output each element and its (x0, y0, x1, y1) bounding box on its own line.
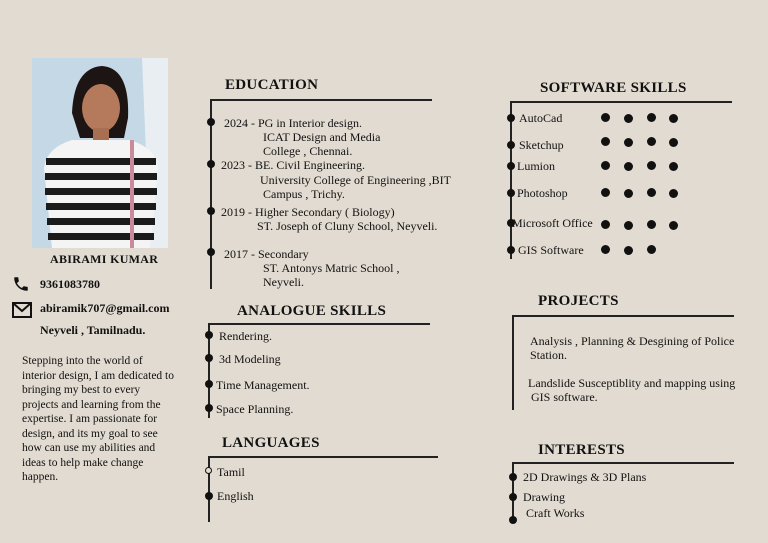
timeline-dot (205, 380, 213, 388)
languages-heading: LANGUAGES (222, 435, 320, 451)
education-divider (210, 99, 432, 101)
software-divider (510, 101, 732, 103)
timeline-dot (507, 246, 515, 254)
education-line: 2024 - PG in Interior design. (224, 116, 362, 130)
interests-timeline (512, 462, 514, 520)
skill-rating-dot (624, 138, 633, 147)
about-text: Stepping into the world of interior design, I am dedicated to bringing my best to every projects and learning from the expertise. I am passionate for design, and its my goal to see how can use my abilities and ideas to help make change happen. (22, 355, 175, 483)
profile-name: ABIRAMI KUMAR (50, 252, 159, 266)
timeline-dot (207, 160, 215, 168)
education-line: ICAT Design and Media (263, 130, 381, 144)
skill-rating-dot (624, 114, 633, 123)
project-line: Landslide Susceptiblity and mapping using (528, 376, 736, 390)
education-line: University College of Engineering ,BIT (260, 173, 451, 187)
timeline-dot (507, 114, 515, 122)
skill-rating-dot (647, 161, 656, 170)
skill-rating-dot (601, 188, 610, 197)
skill-rating-dot (647, 220, 656, 229)
software-name: GIS Software (518, 243, 584, 257)
software-name: AutoCad (519, 111, 563, 125)
skill-rating-dot (669, 114, 678, 123)
email-address[interactable]: abiramik707@gmail.com (40, 301, 170, 315)
skill-rating-dot (624, 246, 633, 255)
timeline-dot (207, 118, 215, 126)
location: Neyveli , Tamilnadu. (40, 323, 146, 337)
projects-heading: PROJECTS (538, 293, 619, 309)
software-name: Lumion (517, 159, 555, 173)
timeline-dot (205, 354, 213, 362)
skill-rating-dot (669, 162, 678, 171)
education-line: 2023 - BE. Civil Engineering. (221, 158, 365, 172)
projects-divider (512, 315, 734, 317)
analogue-skill: Space Planning. (216, 402, 294, 416)
interests-divider (512, 462, 734, 464)
project-line: Station. (530, 348, 568, 362)
person-photo-illustration (32, 58, 168, 248)
skill-rating-dot (647, 188, 656, 197)
languages-timeline (208, 456, 210, 522)
skill-rating-dot (647, 245, 656, 254)
project-line: GIS software. (531, 390, 598, 404)
timeline-dot (205, 467, 212, 474)
interests-heading: INTERESTS (538, 442, 625, 458)
skill-rating-dot (669, 189, 678, 198)
skill-rating-dot (669, 138, 678, 147)
software-skills-heading: SOFTWARE SKILLS (540, 80, 687, 96)
software-timeline (510, 101, 512, 259)
projects-timeline (512, 315, 514, 410)
timeline-dot (207, 248, 215, 256)
timeline-dot (509, 473, 517, 481)
project-line: Analysis , Planning & Desgining of Police (530, 334, 735, 348)
analogue-skill: Rendering. (219, 329, 272, 343)
education-line: Neyveli. (263, 275, 304, 289)
timeline-dot (509, 516, 517, 524)
analogue-skill: Time Management. (216, 378, 310, 392)
interest-item: 2D Drawings & 3D Plans (523, 470, 647, 484)
skill-rating-dot (601, 113, 610, 122)
timeline-dot (205, 404, 213, 412)
skill-rating-dot (624, 162, 633, 171)
education-heading: EDUCATION (225, 77, 319, 93)
languages-divider (208, 456, 438, 458)
education-line: Campus , Trichy. (263, 187, 345, 201)
timeline-dot (205, 331, 213, 339)
analogue-divider (208, 323, 430, 325)
education-line: College , Chennai. (263, 144, 353, 158)
profile-photo (32, 58, 168, 248)
skill-rating-dot (601, 137, 610, 146)
analogue-skills-heading: ANALOGUE SKILLS (237, 303, 387, 319)
email-icon (12, 302, 32, 323)
education-timeline (210, 99, 212, 289)
timeline-dot (507, 189, 515, 197)
timeline-dot (205, 492, 213, 500)
timeline-dot (507, 162, 515, 170)
timeline-dot (207, 207, 215, 215)
interest-item: Craft Works (526, 506, 585, 520)
education-line: 2019 - Higher Secondary ( Biology) (221, 205, 395, 219)
skill-rating-dot (647, 137, 656, 146)
education-line: ST. Antonys Matric School , (263, 261, 400, 275)
phone-icon (12, 275, 30, 298)
skill-rating-dot (624, 189, 633, 198)
timeline-dot (509, 493, 517, 501)
software-name: Photoshop (517, 186, 568, 200)
language-item: Tamil (217, 465, 245, 479)
language-item: English (217, 489, 254, 503)
skill-rating-dot (647, 113, 656, 122)
software-name: Sketchup (519, 138, 564, 152)
analogue-skill: 3d Modeling (219, 352, 281, 366)
skill-rating-dot (601, 245, 610, 254)
skill-rating-dot (669, 221, 678, 230)
timeline-dot (507, 141, 515, 149)
phone-number[interactable]: 9361083780 (40, 277, 100, 291)
skill-rating-dot (624, 221, 633, 230)
interest-item: Drawing (523, 490, 565, 504)
education-line: 2017 - Secondary (224, 247, 309, 261)
education-line: ST. Joseph of Cluny School, Neyveli. (257, 219, 438, 233)
software-name: Microsoft Office (512, 216, 593, 230)
skill-rating-dot (601, 161, 610, 170)
skill-rating-dot (601, 220, 610, 229)
